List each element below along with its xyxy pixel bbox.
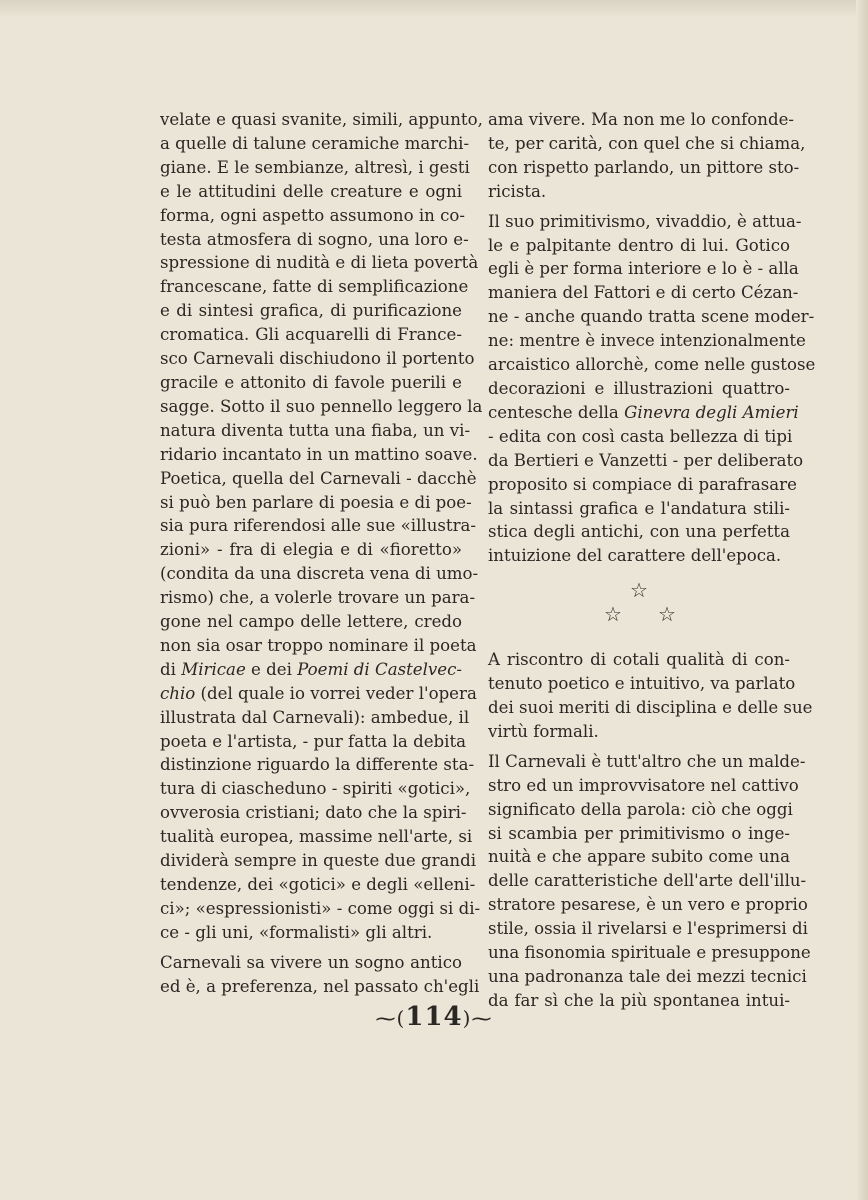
text-fragment: e dei [245, 659, 298, 679]
text-line: ama vivere. Ma non me lo confonde- [488, 110, 795, 129]
text-fragment: (del quale io vorrei veder l'opera [195, 683, 477, 703]
text-line: ed è, a preferenza, nel passato ch'egli [160, 976, 480, 996]
text-line: ne - anche quando tratta scene moder- [488, 307, 815, 327]
text-fragment: centesche della [488, 402, 625, 422]
text-line: da far sì che la più spontanea intui- [488, 990, 790, 1010]
text-line: virtù formali. [488, 721, 599, 741]
italic-title-poemi: Poemi di Castelvec- [297, 659, 462, 679]
text-line: si scambia per primitivismo o inge- [488, 823, 790, 843]
text-line: decorazioni e illustrazioni quattro- [488, 378, 790, 398]
text-line: gracile e attonito di favole puerili e [160, 372, 462, 392]
text-line: A riscontro di cotali qualità di con- [488, 650, 790, 670]
text-line: forma, ogni aspetto assumono in co- [160, 205, 466, 225]
text-line: tualità europea, massime nell'arte, si [160, 827, 473, 847]
text-line: ce - gli uni, «formalisti» gli altri. [160, 922, 433, 942]
page-edge-top [0, 0, 868, 18]
left-text-column [160, 108, 483, 999]
text-line: poeta e l'artista, - pur fatta la debita [160, 731, 467, 751]
text-line: distinzione riguardo la differente sta- [160, 755, 475, 775]
text-line: velate e quasi svanite, simili, appunto, [160, 110, 483, 129]
text-line: rismo) che, a volerle trovare un para- [160, 588, 476, 608]
text-line: cromatica. Gli acquarelli di France- [160, 325, 462, 345]
text-line: e di sintesi grafica, di purificazione [160, 301, 462, 321]
section-break-stars [488, 576, 790, 636]
text-line: si può ben parlare di poesia e di poe- [160, 492, 472, 512]
text-line: intuizione del carattere dell'epoca. [488, 546, 782, 566]
text-line: Poetica, quella del Carnevali - dacchè [160, 468, 477, 488]
text-line: sagge. Sotto il suo pennello leggero la [160, 396, 483, 416]
text-line-with-title [160, 682, 477, 706]
star-icon: ☆ [658, 602, 676, 627]
text-line-with-title [488, 401, 799, 425]
text-line: giane. E le sembianze, altresì, i gesti [160, 157, 470, 177]
text-line: le e palpitante dentro di lui. Gotico [488, 235, 790, 255]
star-icon: ☆ [630, 578, 648, 603]
text-line: ne: mentre è invece intenzionalmente [488, 331, 806, 351]
right-text-column [488, 108, 816, 1013]
italic-title-continuation: chio [160, 683, 196, 703]
text-line: ci»; «espressionisti» - come oggi si di- [160, 898, 481, 918]
text-line: da Bertieri e Vanzetti - per deliberato [488, 450, 804, 470]
text-line: Il suo primitivismo, vivaddio, è attua- [488, 211, 802, 231]
text-line: sia pura riferendosi alle sue «illustra- [160, 516, 477, 536]
text-line: con rispetto parlando, un pittore sto- [488, 157, 800, 177]
text-line: illustrata dal Carnevali): ambedue, il [160, 707, 470, 727]
ornament-left-icon: ⁓( [375, 1006, 406, 1030]
text-line: Carnevali sa vivere un sogno antico [160, 952, 462, 972]
text-line: spressione di nudità e di lieta povertà [160, 253, 479, 273]
text-line: non sia osar troppo nominare il poeta [160, 635, 477, 655]
text-line: tenuto poetico e intuitivo, va parlato [488, 674, 796, 694]
text-line: significato della parola: ciò che oggi [488, 799, 793, 819]
page-number-value: 114 [405, 1002, 463, 1032]
text-line: la sintassi grafica e l'andatura stili- [488, 498, 790, 518]
text-line: tendenze, dei «gotici» e degli «elleni- [160, 875, 476, 894]
text-line: gone nel campo delle lettere, credo [160, 612, 462, 632]
text-line: dei suoi meriti di disciplina e delle sue [488, 698, 813, 718]
text-line: zioni» - fra di elegia e di «fioretto» [160, 540, 462, 560]
text-line: natura diventa tutta una fiaba, un vi- [160, 420, 471, 440]
text-line: arcaistico allorchè, come nelle gustose [488, 355, 816, 375]
text-line: ridario incantato in un mattino soave. [160, 444, 478, 464]
text-line: tura di ciascheduno - spiriti «gotici», [160, 779, 471, 799]
text-fragment: di [160, 659, 182, 679]
text-line: proposito si compiace di parafrasare [488, 474, 797, 494]
text-line: stile, ossia il rivelarsi e l'esprimersi di [488, 919, 808, 939]
text-line: dividerà sempre in queste due grandi [160, 851, 477, 871]
text-line: sco Carnevali dischiudono il portento [160, 349, 475, 369]
text-line: stro ed un improvvisatore nel cattivo [488, 775, 799, 795]
text-line-with-titles [160, 658, 462, 682]
text-line: francescane, fatte di semplificazione [160, 277, 469, 297]
text-line: maniera del Fattori e di certo Cézan- [488, 283, 799, 303]
text-line: e le attitudini delle creature e ogni [160, 181, 462, 201]
italic-title-miricae: Miricae [181, 659, 246, 679]
text-line: stratore pesarese, è un vero e proprio [488, 895, 808, 915]
text-line: una fisonomia spirituale e presuppone [488, 943, 811, 963]
text-line: testa atmosfera di sogno, una loro e- [160, 229, 469, 249]
text-line: ovverosia cristiani; dato che la spiri- [160, 803, 467, 823]
text-line: - edita con così casta bellezza di tipi [488, 426, 793, 446]
text-line: delle caratteristiche dell'arte dell'illu- [488, 871, 807, 891]
star-icon: ☆ [604, 602, 622, 627]
text-line: (condita da una discreta vena di umo- [160, 564, 479, 584]
text-line: nuità e che appare subito come una [488, 847, 790, 867]
ornament-right-icon: )⁓ [462, 1006, 493, 1030]
text-line: Il Carnevali è tutt'altro che un malde- [488, 751, 806, 771]
text-line: ricista. [488, 181, 547, 201]
text-line: te, per carità, con quel che si chiama, [488, 133, 806, 153]
text-line: egli è per forma interiore e lo è - alla [488, 259, 799, 279]
page-number [0, 1002, 868, 1032]
text-line: a quelle di talune ceramiche marchi- [160, 133, 470, 153]
text-line: stica degli antichi, con una perfetta [488, 522, 790, 542]
text-line: una padronanza tale dei mezzi tecnici [488, 967, 807, 986]
italic-title-ginevra: Ginevra degli Amieri [624, 402, 799, 422]
